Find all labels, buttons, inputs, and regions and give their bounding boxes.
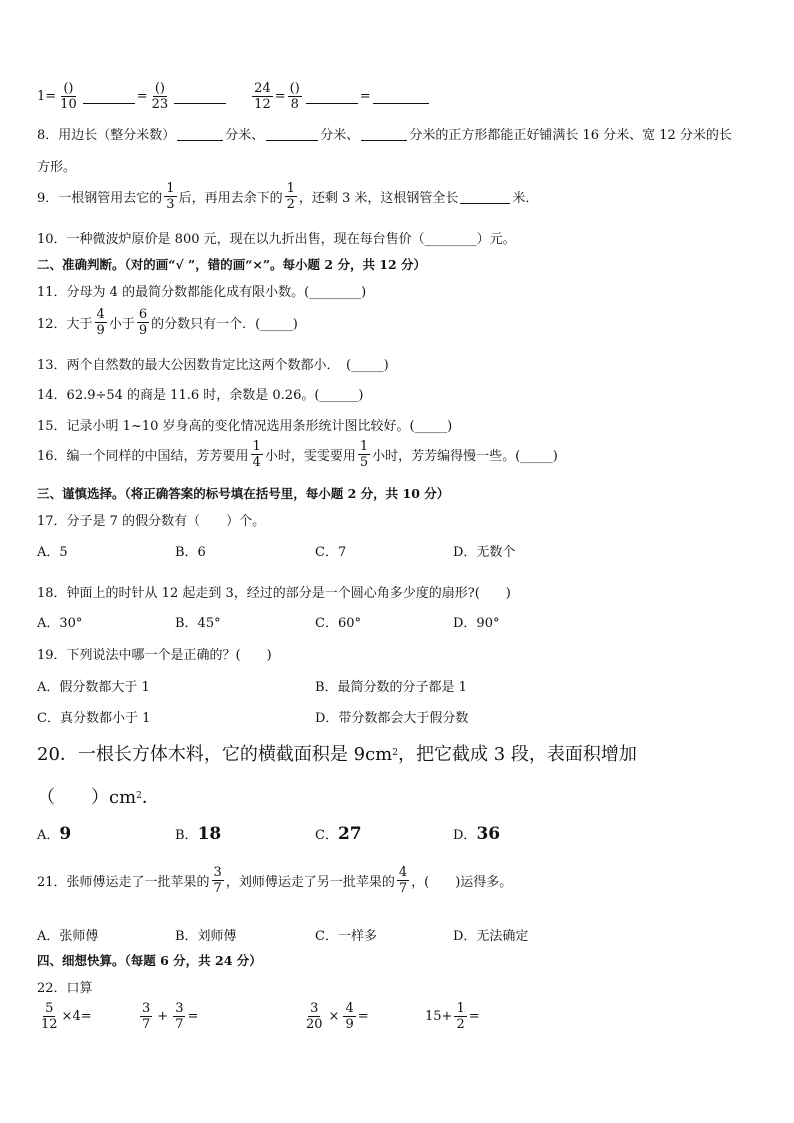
option-c[interactable]: C．27	[315, 824, 362, 844]
question-21-line: 21．张师傅运走了一批苹果的 $\frac{3}{7}$ ，刘师傅运走了另一批苹果的 $\frac{4}{7}$ ，( )运得多。	[37, 865, 513, 896]
option-d[interactable]: D．90°	[453, 616, 500, 631]
option-b[interactable]: B．18	[175, 824, 222, 844]
question-22-title: 22．口算	[37, 981, 93, 996]
question-14: 14．62.9÷54 的商是 11.6 时，余数是 0.26。(______)	[37, 388, 364, 403]
option-a[interactable]: A．张师傅	[37, 929, 99, 944]
question-8-line1: 8．用边长（整分米数） 分米、 分米、 分米的正方形都能正好铺满长 16 分米、宽 12 分米的长	[37, 128, 732, 143]
answer-blank[interactable]	[83, 90, 135, 104]
question-19: 19．下列说法中哪一个是正确的？( )	[37, 648, 272, 663]
question-20-line1: 20．一根长方体木料，它的横截面积是 9cm 2 ，把它截成 3 段，表面积增加	[37, 744, 637, 765]
mental-math-1: $\frac{5}{12}$ ×4=	[41, 1001, 92, 1032]
fraction: $\frac{4}{7}$	[398, 865, 408, 896]
fraction: $\frac{4}{9}$	[96, 307, 105, 338]
fraction: $\frac{()}{10}$	[60, 81, 77, 112]
fraction: $\frac{()}{8}$	[289, 81, 300, 112]
option-a[interactable]: A．假分数都大于 1	[37, 680, 150, 695]
option-c[interactable]: C．60°	[315, 616, 361, 631]
option-b[interactable]: B．最简分数的分子都是 1	[315, 680, 467, 695]
fraction: $\frac{5}{12}$	[41, 1001, 58, 1032]
option-a[interactable]: A．30°	[37, 616, 83, 631]
answer-blank[interactable]	[460, 190, 510, 204]
fraction: $\frac{3}{20}$	[306, 1001, 323, 1032]
option-d[interactable]: D．36	[453, 824, 501, 844]
question-9-line: 9．一根钢管用去它的 $\frac{1}{3}$ 后，再用去余下的 $\frac{1}{2}$ ，还剩 3 米，这根钢管全长 米．	[37, 181, 539, 212]
option-d[interactable]: D．带分数都会大于假分数	[315, 711, 469, 726]
option-c[interactable]: C．一样多	[315, 929, 377, 944]
option-b[interactable]: B．刘师傅	[175, 929, 237, 944]
fraction: $\frac{1}{2}$	[286, 181, 295, 212]
fraction: $\frac{4}{9}$	[345, 1001, 354, 1032]
question-17: 17．分子是 7 的假分数有（ ）个。	[37, 514, 266, 529]
fraction: $\frac{3}{7}$	[175, 1001, 184, 1032]
fraction: $\frac{1}{3}$	[166, 181, 175, 212]
option-b[interactable]: B．6	[175, 545, 206, 560]
fraction: $\frac{()}{23}$	[151, 81, 169, 112]
question-10: 10．一种微波炉原价是 800 元，现在以九折出售，现在每台售价（________）元。	[37, 232, 516, 247]
fraction: $\frac{3}{7}$	[142, 1001, 151, 1032]
answer-blank[interactable]	[373, 90, 429, 104]
option-b[interactable]: B．45°	[175, 616, 221, 631]
fraction: $\frac{6}{9}$	[138, 307, 148, 338]
section-4-title: 四、细想快算。（每题 6 分，共 24 分）	[37, 953, 262, 968]
option-c[interactable]: C．7	[315, 545, 347, 560]
fraction: $\frac{1}{5}$	[359, 439, 369, 470]
fraction: $\frac{1}{4}$	[252, 439, 261, 470]
option-d[interactable]: D．无数个	[453, 545, 516, 560]
option-d[interactable]: D．无法确定	[453, 929, 529, 944]
question-13: 13．两个自然数的最大公因数肯定比这两个数都小． (_____)	[37, 358, 389, 373]
answer-blank[interactable]	[174, 90, 226, 104]
section-2-title: 二、准确判断。（对的画“√ ”，错的画“×”。每小题 2 分，共 12 分）	[37, 257, 427, 272]
question-20-line2: （ ）cm 2 ．	[37, 787, 160, 808]
question-12-line: 12．大于 $\frac{4}{9}$ 小于 $\frac{6}{9}$ 的分数只有一个．(_____)	[37, 307, 298, 338]
mental-math-3: $\frac{3}{20}$ × $\frac{4}{9}$ =	[306, 1001, 369, 1032]
fraction: $\frac{3}{7}$	[213, 865, 222, 896]
question-8-line2: 方形。	[37, 160, 77, 175]
question-15: 15．记录小明 1~10 岁身高的变化情况选用条形统计图比较好。(_____)	[37, 419, 453, 434]
option-c[interactable]: C．真分数都小于 1	[37, 711, 151, 726]
q7-lead: 1=	[37, 89, 57, 104]
answer-blank[interactable]	[306, 90, 358, 104]
mental-math-2: $\frac{3}{7}$ + $\frac{3}{7}$ =	[142, 1001, 199, 1032]
question-7-line: 1= $\frac{()}{10}$ = $\frac{()}{23}$ $\frac{24}{12}$ = $\frac{()}{8}$ =	[37, 82, 431, 111]
fraction: $\frac{1}{2}$	[456, 1001, 465, 1032]
section-3-title: 三、谨慎选择。（将正确答案的标号填在括号里，每小题 2 分，共 10 分）	[37, 486, 450, 501]
fraction: $\frac{24}{12}$	[254, 81, 271, 112]
answer-blank[interactable]	[361, 127, 407, 141]
question-18: 18．钟面上的时针从 12 起走到 3，经过的部分是一个圆心角多少度的扇形?( )	[37, 586, 511, 601]
question-11: 11．分母为 4 的最简分数都能化成有限小数。(________)	[37, 285, 367, 300]
mental-math-4: 15+ $\frac{1}{2}$ =	[425, 1001, 480, 1032]
option-a[interactable]: A．5	[37, 545, 68, 560]
answer-blank[interactable]	[177, 127, 223, 141]
question-16-line: 16．编一个同样的中国结，芳芳要用 $\frac{1}{4}$ 小时，雯雯要用 $\frac{1}{5}$ 小时，芳芳编得慢一些。(_____)	[37, 439, 558, 470]
option-a[interactable]: A．9	[37, 824, 72, 844]
answer-blank[interactable]	[266, 127, 318, 141]
